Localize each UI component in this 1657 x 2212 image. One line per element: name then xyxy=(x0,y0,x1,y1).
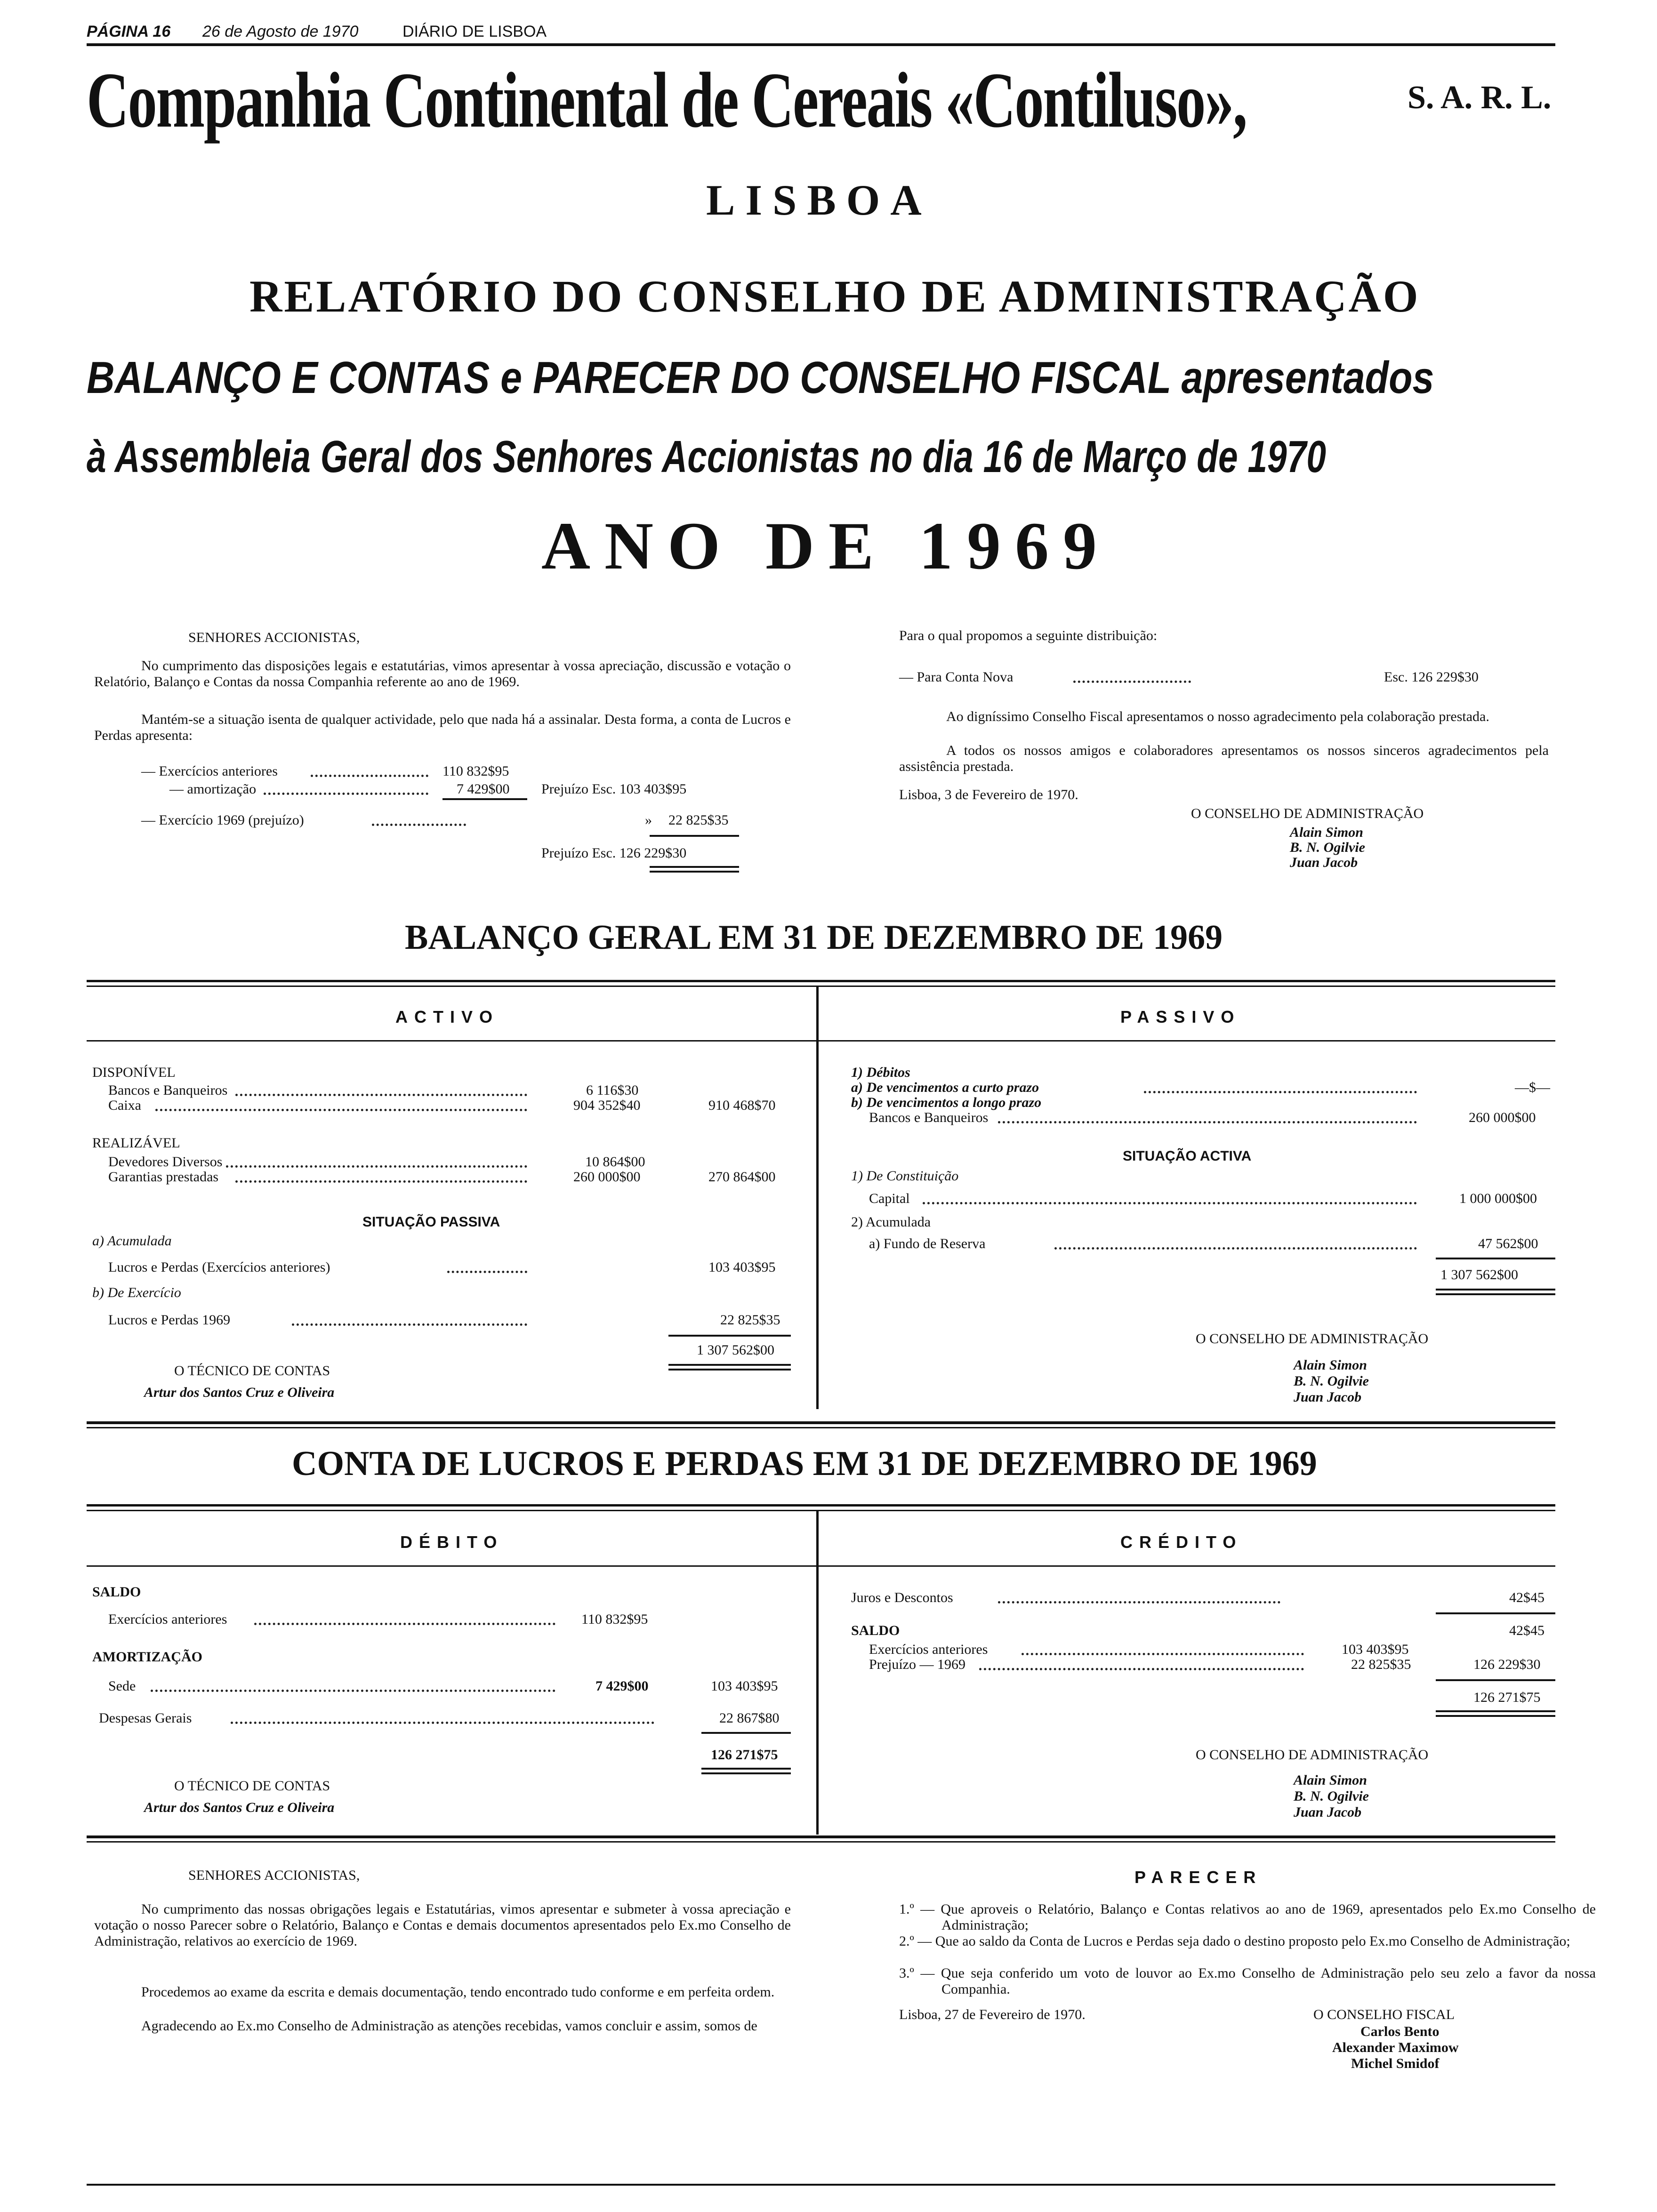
debito-sede-value: 7 429$00 xyxy=(595,1678,649,1694)
fiscal-signer: Carlos Bento xyxy=(1360,2024,1440,2039)
debito-tecnico-title: O TÉCNICO DE CONTAS xyxy=(174,1778,330,1794)
leader-dots xyxy=(254,1623,555,1625)
report-signer: B. N. Ogilvie xyxy=(1290,840,1365,855)
passivo-signer: B. N. Ogilvie xyxy=(1294,1373,1369,1389)
leader-dots xyxy=(1054,1247,1417,1250)
activo-devedores: Devedores Diversos xyxy=(108,1154,223,1170)
activo-lp-1969-value: 22 825$35 xyxy=(720,1312,780,1328)
credito-header: CRÉDITO xyxy=(1120,1532,1243,1552)
leader-dots xyxy=(311,775,428,777)
leader-dots xyxy=(155,1109,527,1111)
activo-realizavel-total: 270 864$00 xyxy=(708,1169,776,1185)
activo-realizavel: REALIZÁVEL xyxy=(92,1135,180,1151)
fiscal-salutation: SENHORES ACCIONISTAS, xyxy=(188,1867,360,1883)
table-rule-top xyxy=(87,1504,1555,1507)
credito-signer: B. N. Ogilvie xyxy=(1294,1788,1369,1804)
credito-signer: Juan Jacob xyxy=(1294,1804,1362,1820)
credito-saldo: SALDO xyxy=(851,1623,900,1638)
report-mark: » xyxy=(645,812,652,828)
report-signer-title: O CONSELHO DE ADMINISTRAÇÃO xyxy=(1191,806,1424,821)
credito-juros: Juros e Descontos xyxy=(851,1590,953,1605)
activo-total: 1 307 562$00 xyxy=(697,1342,774,1358)
passivo-longo-prazo: b) De vencimentos a longo prazo xyxy=(851,1095,1042,1110)
double-rule xyxy=(668,1364,791,1366)
company-suffix: S. A. R. L. xyxy=(1408,80,1552,116)
debito-saldo: SALDO xyxy=(92,1584,141,1600)
leader-dots xyxy=(1144,1091,1417,1093)
column-divider xyxy=(816,1510,819,1835)
fiscal-para3: Agradecendo ao Ex.mo Conselho de Administração as atenções recebidas, vamos concluir e assim, somos de xyxy=(141,2018,757,2034)
headline-assembly: à Assembleia Geral dos Senhores Accionistas no dia 16 de Março de 1970 xyxy=(87,432,1326,482)
report-conta-nova-label: — Para Conta Nova xyxy=(899,669,1014,685)
report-signer: Alain Simon xyxy=(1290,825,1363,840)
header-rule xyxy=(819,1040,1555,1042)
report-line-amortizacao: — amortização xyxy=(169,781,257,797)
double-rule-bottom xyxy=(650,871,739,873)
fiscal-signer: Michel Smidof xyxy=(1351,2056,1440,2071)
masthead-rule xyxy=(87,43,1555,46)
credito-signer-title: O CONSELHO DE ADMINISTRAÇÃO xyxy=(1196,1747,1429,1763)
passivo-acumulada: 2) Acumulada xyxy=(851,1214,931,1230)
report-salutation: SENHORES ACCIONISTAS, xyxy=(188,630,360,645)
leader-dots xyxy=(372,824,466,826)
headline-balance: BALANÇO E CONTAS e PARECER DO CONSELHO FISCAL apresentados xyxy=(87,353,1434,403)
leader-dots xyxy=(151,1690,555,1692)
page-number: PÁGINA 16 xyxy=(87,23,171,40)
lucros-title: CONTA DE LUCROS E PERDAS EM 31 DE DEZEMBRO DE 1969 xyxy=(292,1444,1317,1483)
activo-caixa-value: 904 352$40 xyxy=(573,1098,641,1113)
report-para1: No cumprimento das disposições legais e estatutárias, vimos apresentar à vossa apreciação, discussão e votação o Relatório, Balanço e Contas da nossa Companhia referente ao ano de 1969. xyxy=(94,658,791,689)
headline-year: ANO DE 1969 xyxy=(541,509,1111,584)
leader-dots xyxy=(1022,1653,1304,1655)
balance-title: BALANÇO GERAL EM 31 DE DEZEMBRO DE 1969 xyxy=(405,918,1223,957)
debito-header: DÉBITO xyxy=(400,1532,504,1552)
credito-juros-value-2: 42$45 xyxy=(1509,1623,1544,1638)
header-rule xyxy=(87,1565,816,1567)
activo-lp-1969: Lucros e Perdas 1969 xyxy=(108,1312,231,1328)
credito-prejuizo: Prejuízo — 1969 xyxy=(869,1657,965,1672)
header-rule xyxy=(87,1040,816,1042)
passivo-fundo-reserva: a) Fundo de Reserva xyxy=(869,1236,986,1251)
activo-a-acumulada: a) Acumulada xyxy=(92,1233,172,1249)
debito-despesas: Despesas Gerais xyxy=(99,1710,192,1726)
leader-dots xyxy=(226,1165,527,1168)
debito-sede: Sede xyxy=(108,1678,136,1694)
credito-total: 126 271$75 xyxy=(1473,1690,1541,1705)
table-rule-top xyxy=(87,980,1555,982)
credito-signer: Alain Simon xyxy=(1294,1772,1367,1788)
passivo-total: 1 307 562$00 xyxy=(1440,1267,1518,1282)
leader-dots xyxy=(447,1271,527,1273)
passivo-capital-value: 1 000 000$00 xyxy=(1459,1191,1537,1206)
double-rule xyxy=(1436,1715,1555,1717)
sum-rule xyxy=(1436,1679,1555,1681)
activo-disponivel: DISPONÍVEL xyxy=(92,1065,176,1080)
leader-dots xyxy=(231,1722,654,1724)
leader-dots xyxy=(235,1180,527,1183)
passivo-bancos-value: 260 000$00 xyxy=(1469,1110,1536,1125)
report-distribution-intro: Para o qual propomos a seguinte distribuição: xyxy=(899,628,1158,643)
table-rule-bottom xyxy=(87,1835,1555,1838)
activo-garantias: Garantias prestadas xyxy=(108,1169,219,1185)
newspaper-name: DIÁRIO DE LISBOA xyxy=(402,23,547,40)
double-rule xyxy=(701,1772,791,1774)
report-value-exercicios: 110 832$95 xyxy=(442,763,509,779)
fiscal-signer: Alexander Maximow xyxy=(1332,2040,1459,2055)
debito-sede-total: 103 403$95 xyxy=(711,1678,778,1694)
activo-bancos-value: 6 116$30 xyxy=(586,1082,639,1098)
report-line-exercicio-1969: — Exercício 1969 (prejuízo) xyxy=(141,812,304,828)
fiscal-date: Lisboa, 27 de Fevereiro de 1970. xyxy=(899,2007,1086,2022)
passivo-capital: Capital xyxy=(869,1191,910,1206)
passivo-signer-title: O CONSELHO DE ADMINISTRAÇÃO xyxy=(1196,1331,1429,1346)
report-result-amortizacao: Prejuízo Esc. 103 403$95 xyxy=(541,781,687,797)
column-divider xyxy=(816,986,819,1409)
debito-exercicios: Exercícios anteriores xyxy=(108,1611,227,1627)
activo-bancos: Bancos e Banqueiros xyxy=(108,1082,228,1098)
debito-despesas-value: 22 867$80 xyxy=(719,1710,780,1726)
report-date: Lisboa, 3 de Fevereiro de 1970. xyxy=(899,787,1078,802)
table-rule-top xyxy=(87,986,1555,987)
credito-exercicios: Exercícios anteriores xyxy=(869,1642,988,1657)
table-rule-bottom xyxy=(87,1421,1555,1424)
activo-disponivel-total: 910 468$70 xyxy=(708,1098,776,1113)
activo-tecnico-name: Artur dos Santos Cruz e Oliveira xyxy=(144,1385,335,1400)
activo-lp-anteriores-value: 103 403$95 xyxy=(708,1259,776,1275)
debito-amortizacao: AMORTIZAÇÃO xyxy=(92,1649,202,1665)
passivo-curto-prazo: a) De vencimentos a curto prazo xyxy=(851,1080,1039,1095)
headline-report: RELATÓRIO DO CONSELHO DE ADMINISTRAÇÃO xyxy=(249,271,1420,321)
sum-rule xyxy=(1436,1258,1555,1259)
passivo-header: PASSIVO xyxy=(1120,1007,1241,1026)
report-para3: Ao digníssimo Conselho Fiscal apresentamos o nosso agradecimento pela colaboração prestada. xyxy=(946,709,1489,724)
sum-rule xyxy=(668,1335,791,1337)
debito-total: 126 271$75 xyxy=(711,1747,778,1763)
leader-dots xyxy=(292,1323,527,1326)
report-signer: Juan Jacob xyxy=(1290,855,1358,870)
activo-lp-anteriores: Lucros e Perdas (Exercícios anteriores) xyxy=(108,1259,330,1275)
double-rule xyxy=(1436,1293,1555,1295)
double-rule xyxy=(668,1369,791,1370)
leader-dots xyxy=(998,1601,1280,1603)
fiscal-para1: No cumprimento das nossas obrigações legais e Estatutárias, vimos apresentar e submeter à vossa apreciação e votação o nosso Parecer sobre o Relatório, Balanço e Contas e demais documentos apresentados pelo Ex.mo Conselho de Administração, relativos ao exercício de 1969. xyxy=(94,1901,791,1949)
leader-dots xyxy=(235,1094,527,1096)
table-rule-bottom xyxy=(87,1427,1555,1428)
passivo-signer: Juan Jacob xyxy=(1294,1389,1362,1405)
parecer-item-3: 3.º — Que seja conferido um voto de louvor ao Ex.mo Conselho de Administração pelo seu zelo a favor da nossa Companhia. xyxy=(899,1965,1596,1997)
passivo-constituicao: 1) De Constituição xyxy=(851,1168,959,1184)
passivo-curto-prazo-value: —$— xyxy=(1515,1080,1550,1095)
leader-dots xyxy=(998,1121,1417,1123)
fiscal-para2: Procedemos ao exame da escrita e demais documentação, tendo encontrado tudo conforme e em perfeita ordem. xyxy=(141,1984,775,2000)
debito-tecnico-name: Artur dos Santos Cruz e Oliveira xyxy=(144,1800,335,1815)
activo-situacao-passiva: SITUAÇÃO PASSIVA xyxy=(362,1214,500,1230)
table-rule-bottom xyxy=(87,1841,1555,1843)
parecer-item-1: 1.º — Que aproveis o Relatório, Balanço e Contas relativos ao ano de 1969, apresentados pelo Ex.mo Conselho de Administração; xyxy=(899,1901,1596,1933)
activo-b-exercicio: b) De Exercício xyxy=(92,1285,181,1300)
parecer-header: PARECER xyxy=(1134,1867,1263,1887)
company-city: LISBOA xyxy=(706,176,932,224)
issue-date: 26 de Agosto de 1970 xyxy=(202,23,359,40)
activo-devedores-value: 10 864$00 xyxy=(585,1154,645,1170)
passivo-bancos: Bancos e Banqueiros xyxy=(869,1110,989,1125)
page-bottom-rule xyxy=(87,2184,1555,2186)
leader-dots xyxy=(979,1668,1304,1670)
leader-dots xyxy=(264,793,428,795)
parecer-item-2: 2.º — Que ao saldo da Conta de Lucros e Perdas seja dado o destino proposto pelo Ex.mo Conselho de Administração; xyxy=(899,1933,1570,1949)
passivo-debitos: 1) Débitos xyxy=(851,1065,910,1080)
debito-exercicios-value: 110 832$95 xyxy=(581,1611,648,1627)
sum-rule xyxy=(1436,1612,1555,1614)
sum-rule xyxy=(442,798,527,800)
report-para2: Mantém-se a situação isenta de qualquer actividade, pelo que nada há a assinalar. Desta forma, a conta de Lucros e Perdas apresenta: xyxy=(94,712,791,743)
passivo-fundo-value: 47 562$00 xyxy=(1478,1236,1538,1251)
report-value-amortizacao: 7 429$00 xyxy=(457,781,510,797)
header-rule xyxy=(819,1565,1555,1567)
company-name: Companhia Continental de Cereais «Contiluso», xyxy=(87,56,1247,144)
credito-exercicios-value: 103 403$95 xyxy=(1342,1642,1409,1657)
activo-garantias-value: 260 000$00 xyxy=(573,1169,641,1185)
leader-dots xyxy=(923,1202,1417,1204)
double-rule xyxy=(1436,1289,1555,1290)
report-conta-nova-value: Esc. 126 229$30 xyxy=(1384,669,1479,685)
report-total: Prejuízo Esc. 126 229$30 xyxy=(541,845,687,861)
activo-header: ACTIVO xyxy=(395,1007,499,1026)
sum-rule xyxy=(701,1732,791,1734)
credito-subtotal: 126 229$30 xyxy=(1473,1657,1541,1672)
table-rule-top xyxy=(87,1510,1555,1511)
passivo-situacao-activa: SITUAÇÃO ACTIVA xyxy=(1123,1148,1252,1164)
report-para4: A todos os nossos amigos e colaboradores apresentamos os nossos sinceros agradecimentos pela assistência prestada. xyxy=(899,743,1549,774)
double-rule xyxy=(701,1768,791,1770)
activo-caixa: Caixa xyxy=(108,1098,141,1113)
double-rule xyxy=(1436,1710,1555,1712)
report-value-exercicio-1969: 22 825$35 xyxy=(668,812,729,828)
double-rule-top xyxy=(650,866,739,868)
leader-dots xyxy=(1073,681,1191,683)
credito-prejuizo-value: 22 825$35 xyxy=(1351,1657,1411,1672)
report-line-exercicios: — Exercícios anteriores xyxy=(141,763,278,779)
passivo-signer: Alain Simon xyxy=(1294,1357,1367,1373)
credito-juros-value: 42$45 xyxy=(1509,1590,1544,1605)
sum-rule xyxy=(650,835,739,837)
fiscal-signer-title: O CONSELHO FISCAL xyxy=(1313,2007,1455,2022)
activo-tecnico-title: O TÉCNICO DE CONTAS xyxy=(174,1363,330,1378)
